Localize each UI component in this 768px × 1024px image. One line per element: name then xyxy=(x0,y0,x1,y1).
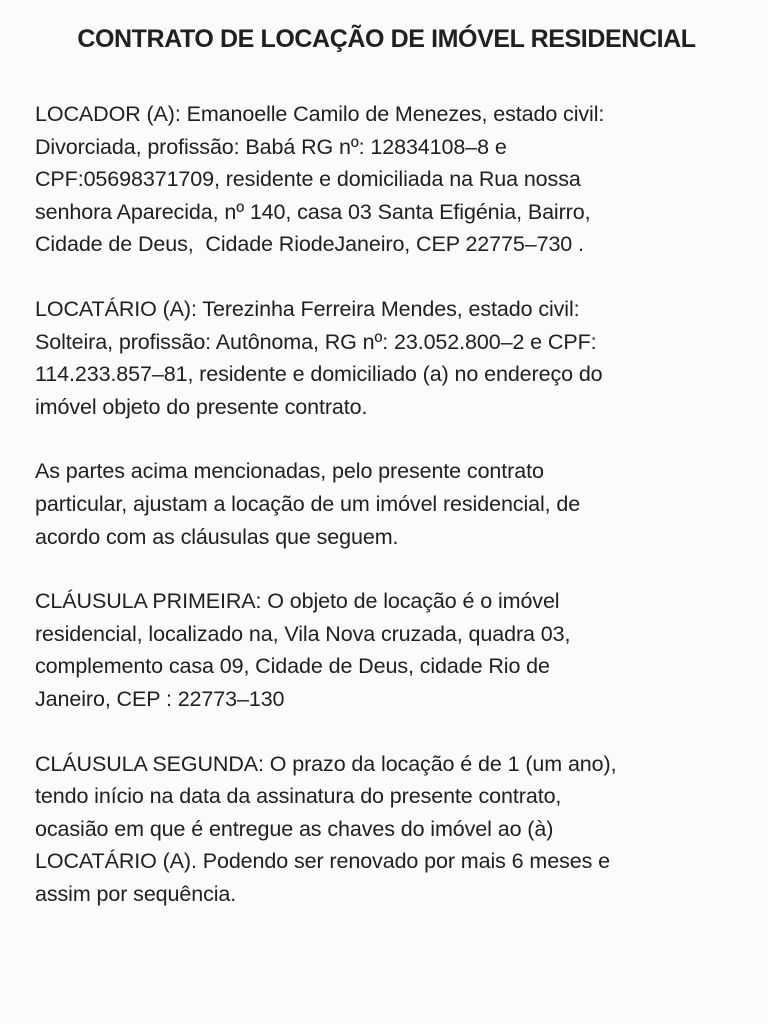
text-line: residencial, localizado na, Vila Nova cruzada, quadra 03, xyxy=(35,621,571,646)
text-line: senhora Aparecida, nº 140, casa 03 Santa Efigénia, Bairro, xyxy=(35,199,591,224)
text-line: acordo com as cláusulas que seguem. xyxy=(35,524,399,549)
text-line: As partes acima mencionadas, pelo presente contrato xyxy=(35,459,544,484)
paragraph-locador xyxy=(35,98,748,261)
paragraph-clausula-primeira xyxy=(35,585,748,715)
text-line: ocasião em que é entregue as chaves do imóvel ao (à) xyxy=(35,816,554,841)
text-line: 114.233.857–81, residente e domiciliado (a) no endereço do xyxy=(35,362,603,387)
document-title: CONTRATO DE LOCAÇÃO DE IMÓVEL RESIDENCIAL xyxy=(77,25,696,53)
text-line: Divorciada, profissão: Babá RG nº: 12834108–8 e xyxy=(35,134,507,159)
text-line: LOCATÁRIO (A). Podendo ser renovado por mais 6 meses e xyxy=(35,849,610,874)
text-line: assim por sequência. xyxy=(35,881,237,906)
text-line: LOCATÁRIO (A): Terezinha Ferreira Mendes, estado civil: xyxy=(35,296,580,321)
text-line: imóvel objeto do presente contrato. xyxy=(35,394,368,419)
text-line: Janeiro, CEP : 22773–130 xyxy=(35,686,285,711)
text-line: Solteira, profissão: Autônoma, RG nº: 23.052.800–2 e CPF: xyxy=(35,329,597,354)
text-line: CLÁUSULA SEGUNDA: O prazo da locação é de 1 (um ano), xyxy=(35,751,617,776)
text-line: CPF:05698371709, residente e domiciliada na Rua nossa xyxy=(35,167,581,192)
paragraph-locatario xyxy=(35,293,748,423)
paragraph-clausula-segunda xyxy=(35,748,748,911)
paragraph-partes xyxy=(35,455,748,553)
text-line: complemento casa 09, Cidade de Deus, cidade Rio de xyxy=(35,654,550,679)
text-line: Cidade de Deus, Cidade RiodeJaneiro, CEP 22775–730 . xyxy=(35,232,584,257)
text-line: CLÁUSULA PRIMEIRA: O objeto de locação é o imóvel xyxy=(35,589,560,614)
text-line: LOCADOR (A): Emanoelle Camilo de Menezes, estado civil: xyxy=(35,102,605,126)
text-line: tendo início na data da assinatura do presente contrato, xyxy=(35,784,562,809)
text-line: particular, ajustam a locação de um imóvel residencial, de xyxy=(35,491,581,516)
